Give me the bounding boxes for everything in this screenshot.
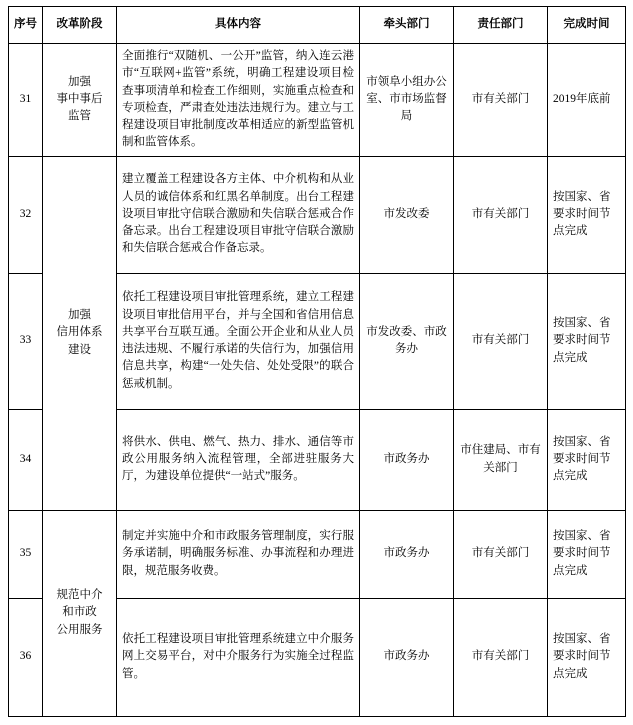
stage-line: 信用体系 xyxy=(56,326,103,339)
cell-no: 35 xyxy=(9,510,43,598)
cell-detail: 建立覆盖工程建设各方主体、中介机构和从业人员的诚信体系和红黑名单制度。出台工程建设项目审批守信联合激励和失信联合惩戒合作备忘录。出台工程建设项目审批守信联合激励和失信联合惩戒合作备忘录。 xyxy=(117,156,360,273)
stage-line: 监管 xyxy=(68,110,91,123)
cell-detail: 制定并实施中介和市政服务管理制度，实行服务承诺制，明确服务标准、办事流程和办理进限，规范服务收费。 xyxy=(117,510,360,598)
column-header-lead: 牵头部门 xyxy=(360,7,454,44)
cell-resp: 市有关部门 xyxy=(454,273,548,409)
cell-time: 按国家、省要求时间节点完成 xyxy=(548,409,626,510)
cell-resp: 市有关部门 xyxy=(454,156,548,273)
cell-lead: 市领阜小组办公室、市市场监督局 xyxy=(360,44,454,157)
cell-stage xyxy=(43,156,117,510)
cell-no: 31 xyxy=(9,44,43,157)
table-header-row xyxy=(9,7,626,44)
cell-detail: 依托工程建设项目审批管理系统，建立工程建设项目审批信用平台，并与全国和省信用信息共享平台互联互通。全面公开企业和从业人员违法违规、不履行承诺的失信行为，加强信用信息共享，构建“一处失信、处处受限”的联合惩戒机制。 xyxy=(117,273,360,409)
cell-time: 2019年底前 xyxy=(548,44,626,157)
stage-line: 规范中介 xyxy=(56,589,103,602)
stage-line: 建设 xyxy=(68,343,91,356)
stage-line: 事中事后 xyxy=(56,93,103,106)
table-row xyxy=(9,156,626,273)
cell-no: 32 xyxy=(9,156,43,273)
column-header-time: 完成时间 xyxy=(548,7,626,44)
stage-line: 公用服务 xyxy=(56,623,103,636)
cell-lead: 市发改委 xyxy=(360,156,454,273)
cell-time: 按国家、省要求时间节点完成 xyxy=(548,273,626,409)
cell-resp: 市有关部门 xyxy=(454,510,548,598)
cell-lead: 市发改委、市政务办 xyxy=(360,273,454,409)
column-header-resp: 责任部门 xyxy=(454,7,548,44)
cell-resp: 市有关部门 xyxy=(454,44,548,157)
stage-line: 和市政 xyxy=(62,606,97,619)
table-row xyxy=(9,510,626,598)
cell-lead: 市政务办 xyxy=(360,510,454,598)
cell-resp: 市住建局、市有关部门 xyxy=(454,409,548,510)
cell-lead: 市政务办 xyxy=(360,409,454,510)
cell-lead: 市政务办 xyxy=(360,598,454,716)
cell-no: 36 xyxy=(9,598,43,716)
stage-line: 加强 xyxy=(68,309,91,322)
column-header-detail: 具体内容 xyxy=(117,7,360,44)
reform-schedule-table xyxy=(8,6,626,717)
cell-time: 按国家、省要求时间节点完成 xyxy=(548,510,626,598)
cell-resp: 市有关部门 xyxy=(454,598,548,716)
table-row xyxy=(9,44,626,157)
column-header-no: 序号 xyxy=(9,7,43,44)
table-body xyxy=(9,44,626,717)
column-header-stage: 改革阶段 xyxy=(43,7,117,44)
cell-stage xyxy=(43,44,117,157)
cell-stage xyxy=(43,510,117,716)
table-header xyxy=(9,7,626,44)
cell-no: 34 xyxy=(9,409,43,510)
cell-no: 33 xyxy=(9,273,43,409)
cell-detail: 依托工程建设项目审批管理系统建立中介服务网上交易平台，对中介服务行为实施全过程监管。 xyxy=(117,598,360,716)
cell-detail: 将供水、供电、燃气、热力、排水、通信等市政公用服务纳入流程管理，全部进驻服务大厅，为建设单位提供“一站式”服务。 xyxy=(117,409,360,510)
cell-time: 按国家、省要求时间节点完成 xyxy=(548,156,626,273)
cell-time: 按国家、省要求时间节点完成 xyxy=(548,598,626,716)
cell-detail: 全面推行“双随机、一公开”监管，纳入连云港市“互联网+监管”系统，明确工程建设项目检查事项清单和检查工作细则，实施重点检查和专项检查，严肃查处违法违规行为。建立与工程建设项目审批制度改革相适应的新型监管机制和监管体系。 xyxy=(117,44,360,157)
stage-line: 加强 xyxy=(68,75,91,88)
